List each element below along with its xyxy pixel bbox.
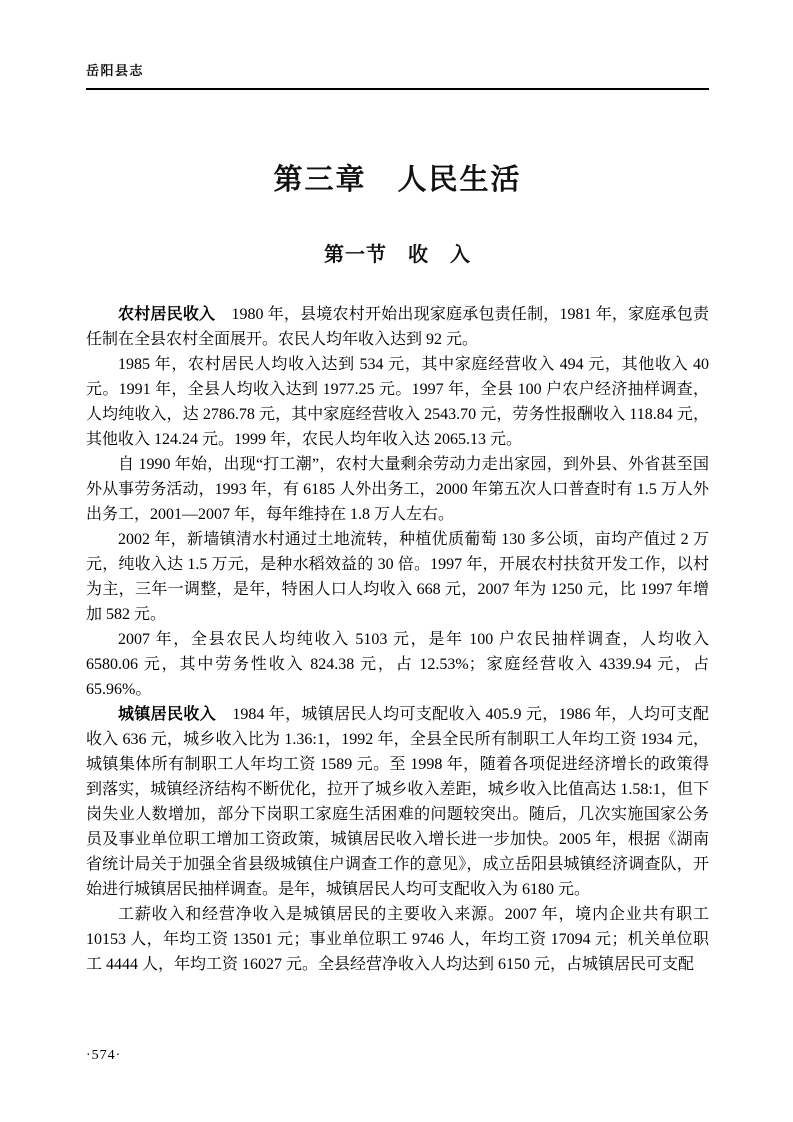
paragraph-lead: 城镇居民收入 xyxy=(118,706,217,723)
paragraph-rural-income-2 xyxy=(86,352,709,452)
page-number: ·574· xyxy=(86,1048,122,1063)
chapter-title: 第三章 人民生活 xyxy=(273,164,522,196)
paragraph-land-transfer xyxy=(86,527,709,627)
paragraph-wage-income xyxy=(86,902,709,977)
paragraph-rural-income-2007 xyxy=(86,627,709,702)
body-text xyxy=(86,302,709,977)
paragraph-rural-income-1 xyxy=(86,302,709,352)
paragraph-urban-income xyxy=(86,702,709,902)
paragraph-text: 1980 年，县境农村开始出现家庭承包责任制，1981 年，家庭承包责任制在全县农村全面展开。农民人均年收入达到 92 元。 xyxy=(86,306,709,348)
paragraph-migrant-labor xyxy=(86,452,709,527)
paragraph-lead: 农村居民收入 xyxy=(118,306,216,323)
section-title: 第一节 收 入 xyxy=(324,244,471,266)
paragraph-text: 自 1990 年始，出现“打工潮”，农村大量剩余劳动力走出家园，到外县、外省甚至国外从事劳务活动，1993 年，有 6185 人外出务工，2000 年第五次人口普查时有 1.5 万人外出务工，2001—2007 年，每年维持在 1.8 万人左右。 xyxy=(86,456,709,523)
paragraph-text: 1985 年，农村居民人均收入达到 534 元，其中家庭经营收入 494 元，其他收入 40 元。1991 年，全县人均收入达到 1977.25 元。1997 年，全县 100 户农户经济抽样调查，人均纯收入，达 2786.78 元，其中家庭经营收入 2543.70 元，劳务性报酬收入 118.84 元，其他收入 124.24 元。1999 年，农民人均年收入达 2065.13 元。 xyxy=(86,356,709,448)
paragraph-text: 2007 年，全县农民人均纯收入 5103 元，是年 100 户农民抽样调查，人均收入 6580.06 元，其中劳务性收入 824.38 元，占 12.53%；家庭经营收入 4339.94 元，占 65.96%。 xyxy=(86,631,709,698)
paragraph-text: 2002 年，新墙镇清水村通过土地流转，种植优质葡萄 130 多公顷，亩均产值过 2 万元，纯收入达 1.5 万元，是种水稻效益的 30 倍。1997 年，开展农村扶贫开发工作，以村为主，三年一调整，是年，特困人口人均收入 668 元，2007 年为 1250 元，比 1997 年增加 582 元。 xyxy=(86,531,709,623)
paragraph-text: 1984 年，城镇居民人均可支配收入 405.9 元，1986 年，人均可支配收入 636 元，城乡收入比为 1.36:1，1992 年，全县全民所有制职工人年均工资 1934 元，城镇集体所有制职工人年均工资 1589 元。至 1998 年，随着各项促进经济增长的政策得到落实，城镇经济结构不断优化，拉开了城乡收入差距，城乡收入比值高达 1.58:1，但下岗失业人数增加，部分下岗职工家庭生活困难的问题较突出。随后，几次实施国家公务员及事业单位职工增加工资政策，城镇居民收入增长进一步加快。2005 年，根据《湖南省统计局关于加强全省县级城镇住户调查工作的意见》，成立岳阳县城镇经济调查队，开始进行城镇居民抽样调查。是年，城镇居民人均可支配收入为 6180 元。 xyxy=(86,706,709,898)
paragraph-text: 工薪收入和经营净收入是城镇居民的主要收入来源。2007 年，境内企业共有职工 10153 人，年均工资 13501 元；事业单位职工 9746 人，年均工资 17094 元；机关单位职工 4444 人，年均工资 16027 元。全县经营净收入人均达到 6150 元，占城镇居民可支配 xyxy=(86,906,709,973)
running-header xyxy=(86,60,709,90)
book-title: 岳阳县志 xyxy=(86,63,145,78)
